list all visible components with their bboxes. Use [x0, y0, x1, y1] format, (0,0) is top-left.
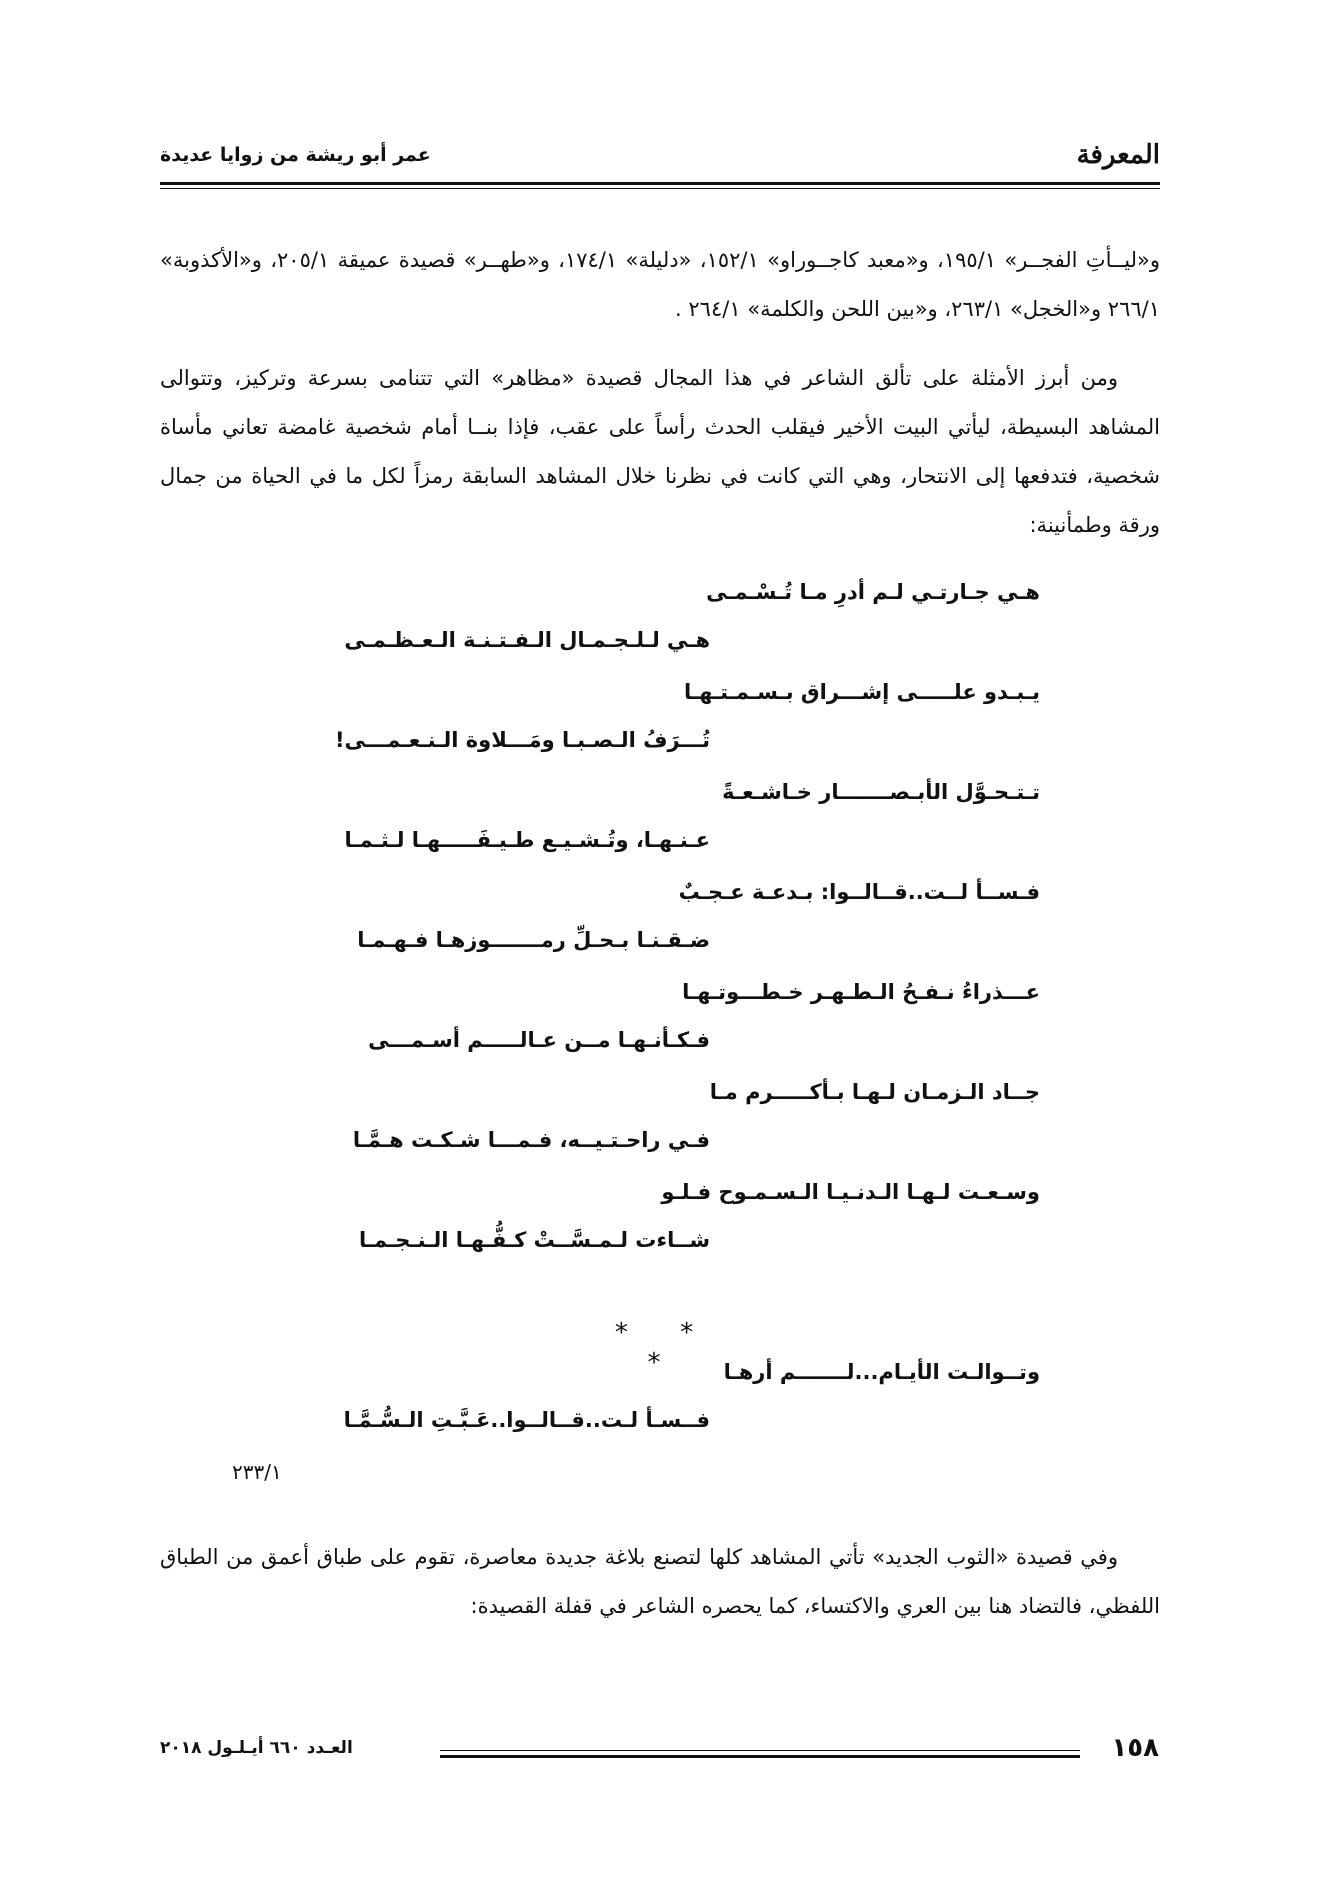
- verse-second-hemistich: فـي راحـتـيــه، فـمـــا شـكـت هـمَّـا: [352, 1128, 710, 1152]
- section-separator: * * *: [614, 1318, 716, 1378]
- poem: [270, 580, 1040, 1280]
- verse-second-hemistich: هـي لـلـجـمـال الـفـتـنـة الـعـظـمـى: [344, 628, 710, 652]
- poem-reference: ٢٣٣/١: [232, 1460, 282, 1484]
- poem-final-verse: [270, 1360, 1040, 1460]
- header-rule-thin: [160, 188, 1160, 189]
- verse-second-hemistich: تُـــرَفُ الـصـبـا ومَـــلاوة الـنـعـمـــى!: [334, 728, 710, 752]
- footer-rule-thick: [440, 1755, 1080, 1758]
- verse-first-hemistich: وسـعـت لـهـا الـدنـيـا الـسـمـوح فـلـو: [661, 1180, 1040, 1204]
- issue-info: العـدد ٦٦٠ أيـلـول ٢٠١٨: [160, 1738, 353, 1758]
- verse-second-hemistich: فــسـأ لـت..قــالــوا..عَـبَّـتِ الـسُّـمَّـا: [343, 1408, 710, 1432]
- paragraph-references: و«ليــأتِ الفجــر» ١٩٥/١، و«معبد كاجــوراو» ١٥٢/١، «دليلة» ١٧٤/١، و«طهــر» قصيدة عميقة ٢٠٥/١، و«الأكذوبة» ٢٦٦/١ و«الخجل» ٢٦٣/١، و«بين اللحن والكلمة» ٢٦٤/١ .: [160, 248, 1161, 321]
- verse-first-hemistich: تـتـحـوَّل الأبـصـــــــار خـاشـعـةً: [722, 780, 1040, 804]
- poem-verse: [270, 1180, 1040, 1280]
- verse-second-hemistich: عـنـهـا، وتُـشـيـع طـيـفَـــــهـا لـثـمـا: [344, 828, 710, 852]
- verse-second-hemistich: شــاءت لـمـسَّــتْ كـفُّـهـا الـنـجـمـا: [358, 1228, 710, 1252]
- poem-verse: [270, 980, 1040, 1080]
- paragraph-new-garment: وفي قصيدة «الثوب الجديد» تأتي المشاهد كلها لتصنع بلاغة جديدة معاصرة، تقوم على طباق أعمق من الطباق اللفظي، فالتضاد هنا بين العري والاكتساء، كما يحصره الشاعر في قفلة القصيدة:: [160, 1545, 1160, 1618]
- page-number: ١٥٨: [1111, 1733, 1159, 1763]
- poem-verse: [270, 580, 1040, 680]
- verse-first-hemistich: يـبـدو علـــــى إشـــراق بـسـمـتـهـا: [684, 680, 1040, 704]
- verse-first-hemistich: عـــذراءُ نـفـحُ الـطـهـر خـطـــوتـهـا: [682, 980, 1040, 1004]
- journal-logo: المعرفة: [1076, 140, 1160, 170]
- verse-first-hemistich: وتــوالـت الأيـام...لـــــــم أرهـا: [723, 1360, 1040, 1384]
- footer-rule: [440, 1750, 1080, 1751]
- poem-verse: [270, 780, 1040, 880]
- paragraph-intro: ومن أبرز الأمثلة على تألق الشاعر في هذا المجال قصيدة «مظاهر» التي تتنامى بسرعة وتركيز، وتتوالى المشاهد البسيطة، ليأتي البيت الأخير فيقلب الحدث رأساً على عقب، فإذا بنــا أمام شخصية غامضة تعاني مأساة شخصية، فتدفعها إلى الانتحار، وهي التي كانت في نظرنا خلال المشاهد السابقة رمزاً لكل ما في الحياة من جمال ورقة وطمأنينة:: [160, 366, 1160, 537]
- verse-first-hemistich: جــاد الـزمـان لـهـا بـأكـــــرم مـا: [709, 1080, 1040, 1104]
- verse-second-hemistich: ضـقـنـا بـحـلِّ رمـــــــوزهـا فـهـمـا: [357, 928, 710, 952]
- header-rule: [160, 182, 1160, 185]
- poem-verse: [270, 880, 1040, 980]
- poem-verse: [270, 1080, 1040, 1180]
- running-title: عمر أبو ريشة من زوايا عديدة: [160, 144, 431, 166]
- verse-first-hemistich: فـســأ لــت..قــالــوا: بـدعـة عـجـبٌ: [678, 880, 1040, 904]
- running-header: [160, 140, 1160, 180]
- verse-first-hemistich: هـي جـارتـي لـم أدرِ مـا تُـسْـمـى: [706, 580, 1040, 604]
- poem-verse: [270, 680, 1040, 780]
- verse-second-hemistich: فـكـأنـهـا مــن عـالـــــم أسـمـــى: [368, 1028, 710, 1052]
